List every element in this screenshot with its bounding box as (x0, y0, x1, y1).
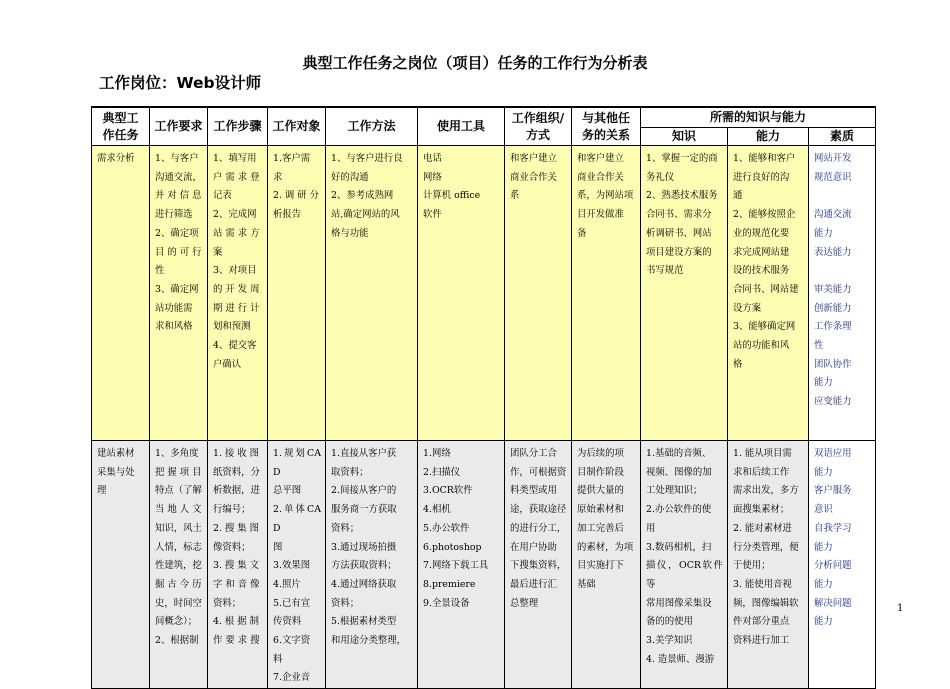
cell-line: 求完成网站建 (733, 246, 790, 258)
cell-line: 务礼仪 (646, 171, 675, 183)
cell-line: 6.文字资 (273, 635, 311, 647)
cell-line: 2、完成网 (213, 209, 257, 221)
cell-object (268, 146, 326, 441)
cell-line: 2.办公软件的使 (646, 504, 712, 516)
cell-line: 资料； (331, 597, 360, 609)
cell-line: 析调研书、网站 (646, 227, 712, 239)
cell-line: 4. 造景师、漫游 (646, 653, 715, 665)
cell-line: 作 要 求 搜 (213, 635, 260, 647)
cell-line: 创新能力 (814, 302, 852, 314)
cell-line: 好的沟通 (331, 171, 369, 183)
cell-line: 7.企业音 (273, 672, 311, 684)
cell-line: 行编号； (213, 504, 251, 516)
cell-line: 2、根据制 (155, 635, 199, 647)
cell-line: 和客户建立 (510, 153, 557, 164)
cell-line: 解决问题 (814, 597, 852, 609)
cell-line: 3.OCR软件 (423, 485, 473, 497)
cell-line: 备 (577, 227, 587, 239)
cell-line: 基础 (577, 578, 596, 590)
header-relation-line: 与其他任 (581, 110, 630, 125)
cell-line: 特点（了解 (155, 485, 202, 497)
header-ability: 能力 (728, 128, 809, 146)
cell-line: 站,确定网站的风 (331, 209, 400, 221)
cell-line: 备的的使用 (646, 616, 693, 628)
cell-line (814, 187, 871, 206)
cell-line: 6.photoshop (423, 541, 482, 553)
cell-line: 4. 根 据 制 (213, 616, 260, 628)
cell-line: 网络 (423, 171, 442, 183)
cell-line: 掘 古 今 历 (155, 578, 202, 590)
cell-line: 8.premiere (423, 578, 476, 590)
header-requirement: 工作要求 (150, 107, 208, 146)
analysis-table-wrapper (91, 106, 875, 684)
cell-line: 系 (510, 190, 520, 202)
cell-line: 原始素材和 (577, 504, 624, 516)
cell-method (326, 441, 418, 689)
header-organization-line: 工作组织/ (511, 110, 565, 125)
cell-requirement (150, 441, 208, 689)
cell-line: 和客户建立 (577, 153, 624, 164)
cell-line: 户确认 (213, 358, 242, 370)
cell-line: 3、能够确定网 (733, 321, 796, 333)
cell-line: 能力 (814, 227, 833, 239)
cell-line: 站功能需 (155, 302, 193, 314)
cell-steps (208, 441, 268, 689)
cell-steps (208, 146, 268, 441)
cell-line: 史，时间空 (155, 597, 202, 609)
cell-line: 分析问题 (814, 560, 852, 572)
cell-line: 需求出发，多方 (733, 485, 799, 497)
cell-line: 户 需 求 登 (213, 171, 260, 183)
cell-line: 提供大量的 (577, 485, 624, 497)
cell-line: 3. 能使用音视 (733, 578, 792, 590)
cell-line: 1. 接 收 图 (213, 448, 260, 459)
cell-line: 服务商一方获取 (331, 504, 397, 516)
cell-line: 求和后续工作 (733, 466, 790, 478)
cell-line: 和用途分类整理， (331, 635, 407, 647)
cell-line: 客户服务 (814, 485, 852, 497)
cell-line: 料 (273, 653, 283, 665)
cell-line: 行分类管理，便 (733, 541, 799, 553)
header-relation (572, 107, 641, 146)
cell-line: 设的技术服务 (733, 265, 790, 277)
cell-line: 料类型或用 (510, 485, 557, 497)
cell-line: 并 对 信 息 (155, 190, 202, 202)
cell-line: 资料进行加工 (733, 635, 790, 647)
cell-tools (418, 146, 505, 441)
cell-line: 人情，标志 (155, 541, 202, 553)
cell-line: 沟通交流 (814, 209, 852, 221)
cell-line: 格与功能 (331, 227, 369, 239)
header-relation-line: 务的关系 (581, 127, 630, 142)
cell-line: 目实施打下 (577, 560, 624, 572)
cell-knowledge (641, 146, 728, 441)
cell-organization (505, 146, 572, 441)
cell-line: 性 (155, 265, 165, 277)
cell-line: 案 (213, 246, 223, 258)
cell-line: 商业合作关 (577, 171, 624, 183)
cell-line: 5.根据素材类型 (331, 616, 397, 628)
cell-line: 需求分析 (97, 153, 135, 164)
cell-task (92, 441, 150, 689)
cell-line: 于使用； (733, 560, 771, 572)
cell-line: 在用户协助 (510, 541, 557, 553)
cell-line: 4、提交客 (213, 340, 257, 352)
cell-line: 商业合作关 (510, 171, 557, 183)
cell-line: 最后进行汇 (510, 578, 557, 590)
cell-line: 3.美学知识 (646, 635, 693, 647)
cell-line: 3、确定网 (155, 283, 199, 295)
header-quality: 素质 (809, 128, 876, 146)
cell-quality (809, 441, 876, 689)
cell-line: 作，可根据资 (510, 466, 567, 478)
cell-tools (418, 441, 505, 689)
cell-line: 能力 (814, 466, 833, 478)
header-organization-line: 方式 (525, 127, 550, 142)
cell-line: 理 (97, 485, 107, 497)
cell-line: 计算机 office (423, 190, 481, 202)
cell-line: 1、多角度 (155, 448, 199, 459)
cell-line: 期 进 行 计 (213, 302, 260, 314)
cell-line: 1.基础的音频、 (646, 448, 712, 459)
cell-line: 业的规范化要 (733, 227, 790, 239)
cell-line: 设方案 (733, 302, 762, 314)
cell-line: 自我学习 (814, 522, 852, 534)
cell-line: 取资料； (331, 466, 369, 478)
cell-line: 总平图 (273, 485, 302, 497)
cell-line: 2. 能对素材进 (733, 522, 792, 534)
cell-line: 性建筑，挖 (155, 560, 202, 572)
cell-line: 视频、图像的加 (646, 466, 712, 478)
cell-line: 3、对项目 (213, 265, 257, 277)
cell-line: 为后续的项 (577, 448, 624, 459)
cell-line: 途，获取途径 (510, 504, 567, 516)
cell-line: 3.效果图 (273, 560, 311, 572)
cell-line: 团队分工合 (510, 448, 557, 459)
cell-knowledge (641, 441, 728, 689)
cell-line: 目制作阶段 (577, 466, 624, 478)
cell-line: 2.扫描仪 (423, 466, 461, 478)
cell-line: 2、熟悉技术服务 (646, 190, 718, 202)
cell-line: 把 握 项 目 (155, 466, 202, 478)
cell-line: 通 (733, 190, 743, 202)
cell-line: 2. 搜 集 图 (213, 522, 260, 534)
cell-line: 当 地 人 文 (155, 504, 202, 516)
cell-ability (728, 146, 809, 441)
table-body (92, 146, 876, 689)
cell-line: 目开发做准 (577, 209, 624, 221)
header-task-line: 作任务 (102, 127, 139, 142)
cell-line: 1.客户需 (273, 153, 311, 164)
cell-relation (572, 441, 641, 689)
cell-line: 描仪，OCR软件等 (646, 560, 723, 590)
cell-line: 件对部分重点 (733, 616, 790, 628)
header-abilities-group: 所需的知识与能力 (641, 107, 876, 128)
cell-line: 图 (273, 541, 283, 553)
cell-line: 电话 (423, 153, 442, 164)
cell-line: 性 (814, 340, 824, 352)
cell-line: 求和风格 (155, 321, 193, 333)
cell-line: 2、参考成熟网 (331, 190, 394, 202)
cell-line: 1、掌握一定的商 (646, 153, 718, 164)
cell-line: 4.照片 (273, 578, 301, 590)
cell-method (326, 146, 418, 441)
cell-line: 析数据，进 (213, 485, 260, 497)
cell-line: 常用图像采集设 (646, 597, 712, 609)
header-task (92, 107, 150, 146)
cell-line: 双语应用 (814, 448, 852, 459)
cell-line: 记表 (213, 190, 232, 202)
header-object: 工作对象 (268, 107, 326, 146)
cell-line: 2. 调 研 分 (273, 190, 320, 202)
cell-line: 9.全景设备 (423, 597, 470, 609)
cell-line: 采集与处 (97, 466, 135, 478)
cell-line: 目 的 可 行 (155, 246, 202, 258)
cell-line: 审美能力 (814, 283, 852, 295)
cell-line: 总整理 (510, 597, 539, 609)
cell-line: 的进行分工， (510, 522, 567, 534)
cell-line: 3. 搜 集 文 (213, 560, 260, 572)
header-tools: 使用工具 (418, 107, 505, 146)
cell-line: 1.规划CAD (273, 448, 321, 478)
cell-ability (728, 441, 809, 689)
post-title: 工作岗位：Web设计师 (99, 74, 262, 92)
cell-line: 能力 (814, 541, 833, 553)
analysis-table (91, 106, 876, 689)
cell-line: 网站开发 (814, 153, 852, 164)
cell-line: 1、与客户进行良 (331, 153, 403, 164)
cell-line: 建站素材 (97, 448, 135, 459)
cell-line: 1、填写用 (213, 153, 257, 164)
cell-line: 用 (646, 522, 656, 534)
header-task-line: 典型工 (102, 110, 139, 125)
cell-line: 3.数码相机，扫 (646, 541, 712, 553)
cell-line: 3.通过现场拍摄 (331, 541, 397, 553)
cell-line: 系，为网站项 (577, 190, 634, 202)
cell-line: 规范意识 (814, 171, 852, 183)
cell-line: 方法获取资料； (331, 560, 397, 572)
cell-line: 1. 能从项目需 (733, 448, 792, 459)
cell-line: 划和预测 (213, 321, 251, 333)
cell-line: 传资料 (273, 616, 302, 628)
cell-line: 的素材，为项 (577, 541, 634, 553)
cell-line: 加工完善后 (577, 522, 624, 534)
header-organization (505, 107, 572, 146)
cell-line: 合同书、需求分 (646, 209, 712, 221)
cell-line: 应变能力 (814, 396, 852, 408)
cell-requirement (150, 146, 208, 441)
cell-line: 面搜集素材； (733, 504, 790, 516)
cell-line: 工作条理 (814, 321, 852, 333)
cell-line: 软件 (423, 209, 442, 221)
cell-line: 知识，风土 (155, 522, 202, 534)
header-knowledge: 知识 (641, 128, 728, 146)
cell-line: 表达能力 (814, 246, 852, 258)
cell-line: 4.通过网络获取 (331, 578, 397, 590)
cell-line: 1.直接从客户获 (331, 448, 397, 459)
cell-task (92, 146, 150, 441)
document-title: 典型工作任务之岗位（项目）任务的工作行为分析表 (302, 54, 648, 72)
cell-quality (809, 146, 876, 441)
cell-line: 4.相机 (423, 504, 451, 516)
cell-line: 意识 (814, 504, 833, 516)
cell-line: 格 (733, 358, 743, 370)
cell-line: 沟通交流， (155, 171, 202, 183)
table-row (92, 441, 876, 689)
cell-line: 工处理知识； (646, 485, 703, 497)
cell-line: 1、与客户 (155, 153, 199, 164)
cell-organization (505, 441, 572, 689)
cell-relation (572, 146, 641, 441)
table-row (92, 146, 876, 441)
cell-line: 频，图像编辑软 (733, 597, 799, 609)
cell-line: 资料； (331, 522, 360, 534)
cell-line: 析报告 (273, 209, 302, 221)
cell-line: 2.单体CAD (273, 504, 321, 534)
cell-line: 书写规范 (646, 265, 684, 277)
cell-line: 项目建设方案的 (646, 246, 712, 258)
cell-line: 能力 (814, 616, 833, 628)
cell-line: 像资料； (213, 541, 251, 553)
cell-line: 资料； (213, 597, 242, 609)
cell-line: 进行筛选 (155, 209, 193, 221)
cell-line: 2、能够按照企 (733, 209, 796, 221)
cell-line: 5.办公软件 (423, 522, 470, 534)
cell-line: 求 (273, 171, 283, 183)
cell-line: 能力 (814, 578, 833, 590)
cell-line: 团队协作 (814, 358, 852, 370)
cell-line: 纸资料，分 (213, 466, 260, 478)
cell-line: 站的功能和风 (733, 340, 790, 352)
page-number: 1 (897, 603, 904, 614)
cell-line: 7.网络下载工具 (423, 560, 489, 572)
cell-line: 2.间接从客户的 (331, 485, 397, 497)
cell-line: 站 需 求 方 (213, 227, 260, 239)
cell-line: 1、能够和客户 (733, 153, 796, 164)
cell-line (814, 262, 871, 281)
cell-line: 下搜集资料， (510, 560, 567, 572)
header-steps: 工作步骤 (208, 107, 268, 146)
table-header (92, 107, 876, 146)
cell-line: 合同书、网站建 (733, 283, 799, 295)
cell-line: 间概念）； (155, 616, 198, 628)
header-method: 工作方法 (326, 107, 418, 146)
cell-line: 的 开 发 周 (213, 283, 260, 295)
cell-line: 2、确定项 (155, 227, 199, 239)
cell-line: 1.网络 (423, 448, 451, 459)
cell-line: 字 和 音 像 (213, 578, 260, 590)
cell-line: 5.已有宣 (273, 597, 311, 609)
cell-line: 进行良好的沟 (733, 171, 790, 183)
cell-line: 能力 (814, 377, 833, 389)
cell-object (268, 441, 326, 689)
